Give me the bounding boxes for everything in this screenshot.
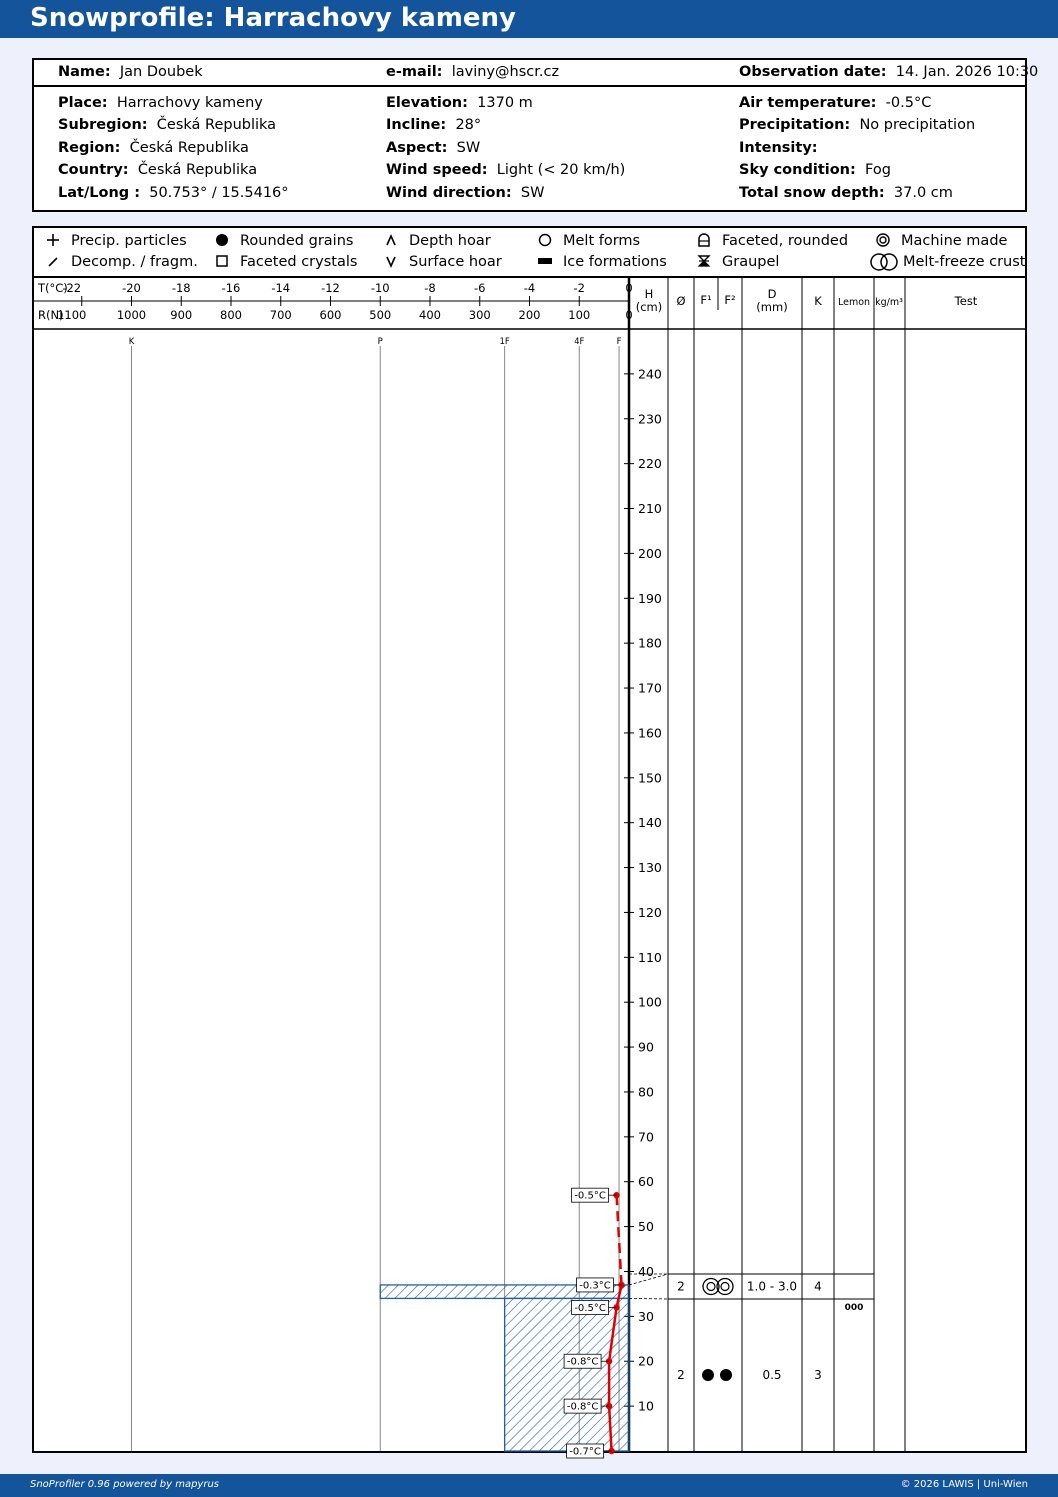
intensity-label: Intensity: xyxy=(739,140,818,156)
t-tick-label: -4 xyxy=(523,281,536,295)
legend-label: Faceted, rounded xyxy=(722,233,849,249)
hardness-marker-label: P xyxy=(377,337,383,347)
h-tick-label: 130 xyxy=(638,860,662,876)
r-tick-label: 300 xyxy=(468,308,491,322)
height-header: H xyxy=(644,287,654,301)
t-axis-label: T(°C) xyxy=(38,281,68,295)
h-tick-label: 160 xyxy=(638,725,662,741)
elevation-label: Elevation: xyxy=(386,95,468,111)
h-tick-label: 110 xyxy=(638,949,662,965)
t-tick-label: -14 xyxy=(271,281,291,295)
r-tick-label: 900 xyxy=(170,308,193,322)
r-tick-label: 200 xyxy=(518,308,541,322)
subregion-label: Subregion: xyxy=(58,117,148,133)
h-tick-label: 200 xyxy=(638,545,662,561)
h-tick-label: 90 xyxy=(638,1039,654,1055)
t-tick-label: -22 xyxy=(62,281,82,295)
hardness-marker-label: K xyxy=(128,337,135,347)
h-tick-label: 70 xyxy=(638,1129,654,1145)
f1-header: F¹ xyxy=(700,293,712,307)
name-value: Jan Doubek xyxy=(119,64,203,80)
h-tick-label: 190 xyxy=(638,590,662,606)
h-tick-label: 120 xyxy=(638,904,662,920)
r-tick-label: 1000 xyxy=(116,308,147,322)
footer-left: SnoProfiler 0.96 powered by mapyrus xyxy=(30,1479,220,1490)
incline-label: Incline: xyxy=(386,117,447,133)
legend-label: Surface hoar xyxy=(409,254,502,270)
hardness-marker-label: F xyxy=(616,337,622,347)
metadata-panel xyxy=(32,58,1039,212)
legend-label: Faceted crystals xyxy=(240,254,358,270)
air-temp-label: Air temperature: xyxy=(739,95,877,111)
footer-bar xyxy=(0,1474,1058,1497)
profile-panel xyxy=(32,226,1027,1458)
sky-label: Sky condition: xyxy=(739,162,856,178)
t-tick-label: 0 xyxy=(625,281,633,295)
h-tick-label: 220 xyxy=(638,456,662,472)
elevation-value: 1370 m xyxy=(477,95,533,111)
h-tick-label: 230 xyxy=(638,411,662,427)
date-label: Observation date: xyxy=(739,64,887,80)
place-value: Harrachovy kameny xyxy=(116,95,263,111)
rounded-grains-icon xyxy=(720,1369,732,1381)
d-header: D xyxy=(767,287,777,301)
wind-speed-label: Wind speed: xyxy=(386,162,488,178)
h-tick-label: 80 xyxy=(638,1084,654,1100)
t-tick-label: -2 xyxy=(573,281,585,295)
height-unit-header: (cm) xyxy=(635,300,663,314)
temperature-label: -0.7°C xyxy=(569,1446,601,1458)
latlong-value: 50.753° / 15.5416° xyxy=(149,185,289,201)
k-header: K xyxy=(814,294,822,308)
layer-diameter: 2 xyxy=(677,1279,685,1294)
legend-label: Melt-freeze crust xyxy=(903,254,1026,270)
h-tick-label: 40 xyxy=(638,1263,654,1279)
wind-speed-value: Light (< 20 km/h) xyxy=(496,162,626,178)
footer-right: © 2026 LAWIS | Uni-Wien xyxy=(900,1479,1028,1490)
h-tick-label: 20 xyxy=(638,1353,654,1369)
temperature-label: -0.5°C xyxy=(574,1302,606,1314)
latlong-label: Lat/Long : xyxy=(58,185,141,201)
h-tick-label: 10 xyxy=(638,1398,654,1414)
h-tick-label: 60 xyxy=(638,1174,654,1190)
region-value: Česká Republika xyxy=(129,140,249,156)
melt-freeze-crust-icon xyxy=(703,1279,733,1295)
layer-grain-size: 1.0 - 3.0 xyxy=(746,1279,798,1294)
r-tick-label: 700 xyxy=(269,308,292,322)
email-value: laviny@hscr.cz xyxy=(451,64,560,80)
t-tick-label: -10 xyxy=(370,281,390,295)
email-label: e-mail: xyxy=(386,64,443,80)
date-value: 14. Jan. 2026 10:30 xyxy=(895,64,1039,80)
r-axis-label: R(N) xyxy=(38,308,64,322)
air-temp-value: -0.5°C xyxy=(885,95,932,111)
sky-value: Fog xyxy=(865,162,891,178)
h-tick-label: 180 xyxy=(638,635,662,651)
legend-label: Melt forms xyxy=(563,233,641,249)
page-title: Snowprofile: Harrachovy kameny xyxy=(30,3,516,33)
snow-profile-chart xyxy=(34,228,1025,1458)
r-tick-label: 100 xyxy=(568,308,591,322)
t-tick-label: -12 xyxy=(321,281,340,295)
hardness-marker-label: 1F xyxy=(499,337,510,347)
rounded-grains-icon xyxy=(702,1369,714,1381)
r-tick-label: 400 xyxy=(419,308,441,322)
place-label: Place: xyxy=(58,95,108,111)
region-label: Region: xyxy=(58,140,121,156)
diameter-header: Ø xyxy=(676,294,686,308)
metadata-divider xyxy=(34,85,1025,87)
r-tick-label: 600 xyxy=(319,308,342,322)
layer-k: 3 xyxy=(814,1368,822,1382)
h-tick-label: 30 xyxy=(638,1308,654,1324)
layer-diameter: 2 xyxy=(677,1368,685,1382)
layer-grain-size: 0.5 xyxy=(762,1368,782,1382)
title-bar xyxy=(0,0,1058,38)
layer-connector xyxy=(629,1298,668,1299)
h-tick-label: 140 xyxy=(638,815,662,831)
legend-label: Machine made xyxy=(901,233,1008,249)
h-tick-label: 50 xyxy=(638,1219,654,1235)
temperature-label: -0.5°C xyxy=(574,1190,606,1202)
wind-direction-value: SW xyxy=(520,185,545,201)
wind-direction-label: Wind direction: xyxy=(386,185,512,201)
layer-k: 4 xyxy=(814,1279,822,1294)
r-tick-label: 0 xyxy=(625,308,633,322)
precip-label: Precipitation: xyxy=(739,117,851,133)
lemon-header: Lemon xyxy=(837,297,871,308)
snow-depth-label: Total snow depth: xyxy=(739,185,885,201)
t-tick-label: -8 xyxy=(424,281,436,295)
density-header: kg/m³ xyxy=(875,297,903,308)
t-tick-label: -6 xyxy=(474,281,486,295)
legend-label: Decomp. / fragm. xyxy=(71,254,198,270)
r-tick-label: 1100 xyxy=(57,308,87,322)
temperature-label: -0.8°C xyxy=(566,1356,599,1368)
d-unit-header: (mm) xyxy=(756,300,788,314)
incline-value: 28° xyxy=(455,117,482,133)
h-tick-label: 240 xyxy=(638,366,662,382)
h-tick-label: 170 xyxy=(638,680,662,696)
legend-label: Precip. particles xyxy=(71,233,187,249)
precip-value: No precipitation xyxy=(859,117,976,133)
legend-label: Rounded grains xyxy=(240,233,354,249)
layer-lemon: 000 xyxy=(844,1303,864,1313)
subregion-value: Česká Republika xyxy=(156,117,277,133)
legend-label: Graupel xyxy=(722,254,780,270)
legend-label: Depth hoar xyxy=(409,233,491,249)
hardness-marker-label: 4F xyxy=(574,337,585,347)
f2-header: F² xyxy=(724,293,736,307)
country-label: Country: xyxy=(58,162,129,178)
h-tick-label: 210 xyxy=(638,501,662,517)
h-tick-label: 100 xyxy=(638,994,662,1010)
t-tick-label: -20 xyxy=(122,281,141,295)
r-tick-label: 800 xyxy=(220,308,242,322)
r-tick-label: 500 xyxy=(369,308,392,322)
temperature-label: -0.3°C xyxy=(579,1280,611,1292)
name-label: Name: xyxy=(58,64,111,80)
temperature-label: -0.8°C xyxy=(566,1401,599,1413)
t-tick-label: -18 xyxy=(171,281,191,295)
t-tick-label: -16 xyxy=(221,281,241,295)
country-value: Česká Republika xyxy=(137,162,258,178)
snow-depth-value: 37.0 cm xyxy=(893,185,953,201)
legend-label: Ice formations xyxy=(563,254,667,270)
test-header: Test xyxy=(954,294,978,308)
aspect-value: SW xyxy=(456,140,481,156)
h-tick-label: 150 xyxy=(638,770,662,786)
aspect-label: Aspect: xyxy=(386,140,448,156)
